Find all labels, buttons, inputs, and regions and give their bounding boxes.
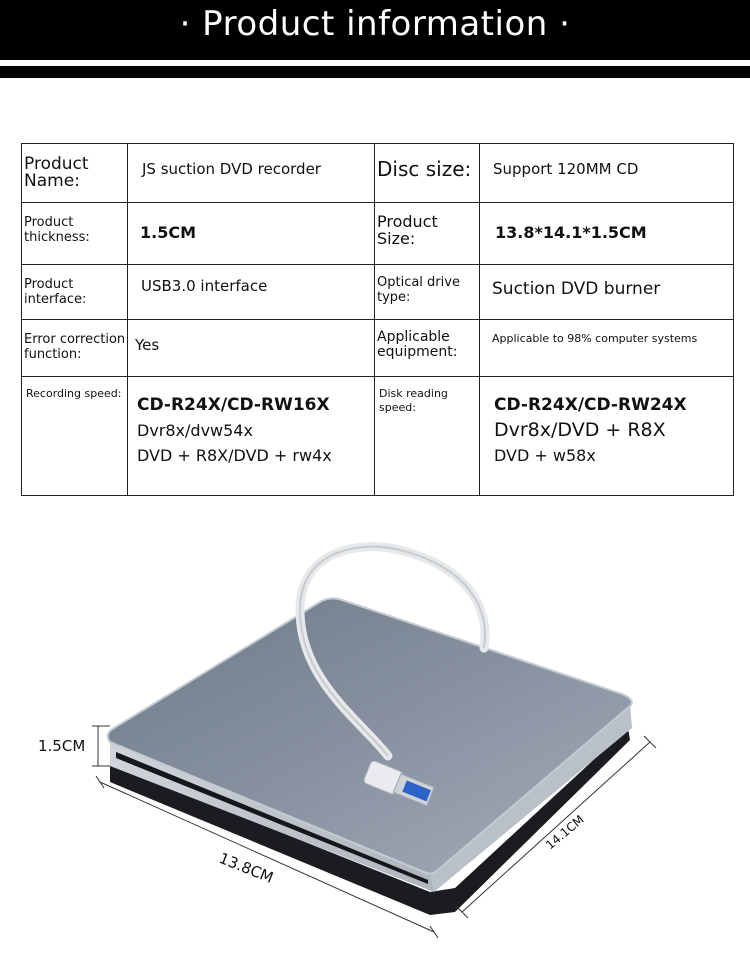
page-banner bbox=[0, 0, 750, 60]
spec-label: Disk reading speed: bbox=[379, 387, 448, 414]
spec-value: Suction DVD burner bbox=[492, 279, 661, 299]
spec-label: Product Size: bbox=[377, 212, 438, 248]
banner-title: · Product information · bbox=[179, 4, 571, 44]
spec-label: Error correction function: bbox=[24, 332, 126, 362]
spec-row-name bbox=[22, 144, 734, 203]
spec-row-speed bbox=[22, 377, 734, 496]
spec-value: Yes bbox=[135, 336, 160, 354]
spec-label: Optical drive type: bbox=[377, 275, 460, 305]
spec-value: USB3.0 interface bbox=[141, 277, 268, 295]
spec-label: Product interface: bbox=[24, 277, 87, 307]
recording-speed-list bbox=[128, 377, 374, 468]
spec-label: Product Name: bbox=[24, 154, 89, 191]
spec-value: 13.8*14.1*1.5CM bbox=[495, 223, 647, 242]
spec-label: Product thickness: bbox=[24, 215, 90, 245]
banner-rule bbox=[0, 66, 750, 78]
dvd-drive-photo bbox=[0, 520, 750, 960]
spec-row-interface bbox=[22, 265, 734, 320]
product-illustration bbox=[0, 520, 750, 960]
depth-label: 14.1CM bbox=[542, 812, 587, 853]
spec-value: Applicable to 98% computer systems bbox=[492, 332, 698, 345]
width-label: 13.8CM bbox=[216, 849, 276, 887]
reading-speed-list bbox=[480, 377, 733, 468]
spec-row-error-correction bbox=[22, 320, 734, 377]
spec-table bbox=[21, 143, 734, 496]
speed-line: DVD + w58x bbox=[494, 446, 596, 465]
spec-value: JS suction DVD recorder bbox=[142, 160, 321, 178]
speed-line: Dvr8x/dvw54x bbox=[137, 421, 253, 440]
spec-label: Applicable equipment: bbox=[377, 329, 458, 360]
speed-line: CD-R24X/CD-RW16X bbox=[137, 395, 330, 415]
spec-value: Support 120MM CD bbox=[493, 160, 639, 178]
spec-label: Recording speed: bbox=[26, 387, 122, 400]
speed-line: CD-R24X/CD-RW24X bbox=[494, 395, 687, 415]
speed-line: Dvr8x/DVD + R8X bbox=[494, 419, 666, 441]
thickness-label: 1.5CM bbox=[38, 737, 86, 755]
speed-line: DVD + R8X/DVD + rw4x bbox=[137, 446, 332, 465]
spec-row-thickness bbox=[22, 203, 734, 265]
spec-value: 1.5CM bbox=[140, 223, 197, 242]
spec-label: Disc size: bbox=[377, 157, 472, 181]
